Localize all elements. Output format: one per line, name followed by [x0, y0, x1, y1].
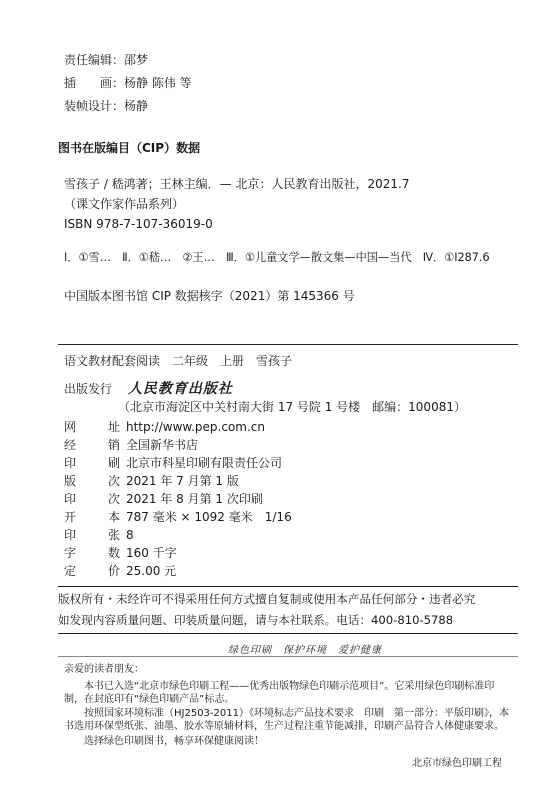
spec-website [64, 420, 265, 434]
spec-label-char: 网 [64, 420, 77, 434]
cip-entry-line2: （课文作家作品系列） [64, 197, 185, 211]
spec-value: 全国新华书店 [126, 438, 199, 452]
spec-label-char: 数 [107, 546, 120, 560]
cip-entry-line1: 雪孩子 / 嵇鸿著；王林主编．— 北京：人民教育出版社，2021.7 [64, 177, 410, 191]
credit-value: 邵梦 [124, 53, 149, 67]
spec-sheets [64, 528, 134, 542]
spec-value: 8 [126, 528, 134, 542]
spec-word-count [64, 546, 177, 560]
credit-design [64, 99, 148, 113]
spec-label-char: 次 [107, 492, 120, 506]
spec-value: 160 千字 [126, 546, 177, 560]
spec-label [64, 564, 120, 578]
credit-value: 杨静 陈伟 等 [124, 76, 192, 90]
spec-distribution [64, 438, 198, 452]
spec-printing [64, 492, 263, 506]
publisher-row [64, 382, 233, 396]
spec-label-char: 版 [64, 474, 77, 488]
copyright-line2: 如发现内容质量问题、印装质量问题，请与本社联系。电话：400-810-5788 [58, 613, 454, 627]
divider-bottom [58, 633, 518, 634]
credit-label: 装帧设计： [64, 99, 125, 113]
notice-paragraph-2: 按照国家环境标准（HJ2503-2011）《环境标志产品技术要求 印刷 第一部分：平版印刷》，本书选用环保型纸张、油墨、胶水等原辅材料，生产过程注重节能减排，印刷产品符合人体健康要求。 [64, 708, 509, 732]
spec-label [64, 546, 120, 560]
cip-verification: 中国版本图书馆 CIP 数据核字（2021）第 145366 号 [64, 289, 355, 303]
spec-format [64, 510, 292, 524]
spec-price [64, 564, 176, 578]
spec-label-char: 价 [107, 564, 120, 578]
credit-editor [64, 53, 148, 67]
publisher-address: （北京市海淀区中关村南大街 17 号院 1 号楼 邮编：100081） [118, 400, 466, 414]
spec-label-char: 经 [64, 438, 77, 452]
spec-label [64, 438, 120, 452]
spec-printer [64, 456, 282, 470]
credit-illustration [64, 76, 192, 90]
spec-label-char: 定 [64, 564, 77, 578]
book-title: 语文教材配套阅读 二年级 上册 雪孩子 [64, 354, 293, 368]
spec-label-char: 址 [107, 420, 120, 434]
spec-label-char: 印 [64, 528, 77, 542]
notice-signature: 北京市绿色印刷工程 [412, 758, 502, 769]
green-printing-slogan: 绿色印刷 保护环境 爱护健康 [228, 645, 382, 656]
spec-label-char: 印 [64, 456, 77, 470]
spec-label-char: 开 [64, 510, 77, 524]
spec-label [64, 456, 120, 470]
spec-label [64, 420, 120, 434]
divider-middle [58, 586, 518, 587]
notice-paragraph-1: 本书已入选“北京市绿色印刷工程——优秀出版物绿色印刷示范项目”。它采用绿色印刷标准印制，在封底印有“绿色印刷产品”标志。 [64, 681, 495, 705]
credit-label: 责任编辑： [64, 53, 125, 67]
spec-label [64, 474, 120, 488]
spec-value: 2021 年 8 月第 1 次印刷 [126, 492, 263, 506]
spec-label [64, 528, 120, 542]
cip-isbn: ISBN 978-7-107-36019-0 [64, 217, 213, 231]
spec-label-char: 印 [64, 492, 77, 506]
spec-label-char: 刷 [107, 456, 120, 470]
spec-label [64, 510, 120, 524]
cip-subject-line: Ⅰ．①雪… Ⅱ．①嵇… ②王… Ⅲ．①儿童文学—散文集—中国—当代 Ⅳ．①I287.6 [64, 251, 490, 264]
copyright-line1: 版权所有・未经许可不得采用任何方式擅自复制或使用本产品任何部分・违者必究 [58, 592, 476, 606]
publisher-logo: 人民教育出版社 [127, 381, 233, 397]
credit-value: 杨静 [124, 99, 149, 113]
spec-edition [64, 474, 239, 488]
spec-label-char: 张 [107, 528, 120, 542]
spec-value: http://www.pep.com.cn [126, 420, 265, 434]
credit-label: 插 画： [64, 76, 125, 90]
notice-greeting: 亲爱的读者朋友： [64, 664, 144, 675]
spec-value: 北京市科星印刷有限责任公司 [126, 456, 283, 470]
spec-label-char: 次 [107, 474, 120, 488]
notice-frame-top [58, 656, 518, 657]
spec-value: 2021 年 7 月第 1 版 [126, 474, 239, 488]
spec-value: 787 毫米 × 1092 毫米 1/16 [126, 510, 292, 524]
publisher-label: 出版发行 [64, 382, 113, 396]
spec-label [64, 492, 120, 506]
divider-top [58, 344, 518, 345]
spec-label-char: 字 [64, 546, 77, 560]
spec-value: 25.00 元 [126, 564, 177, 578]
cip-heading: 图书在版编目（CIP）数据 [58, 141, 201, 155]
notice-paragraph-3: 选择绿色印刷图书，畅享环保健康阅读！ [84, 736, 264, 747]
spec-label-char: 销 [107, 438, 120, 452]
spec-label-char: 本 [107, 510, 120, 524]
